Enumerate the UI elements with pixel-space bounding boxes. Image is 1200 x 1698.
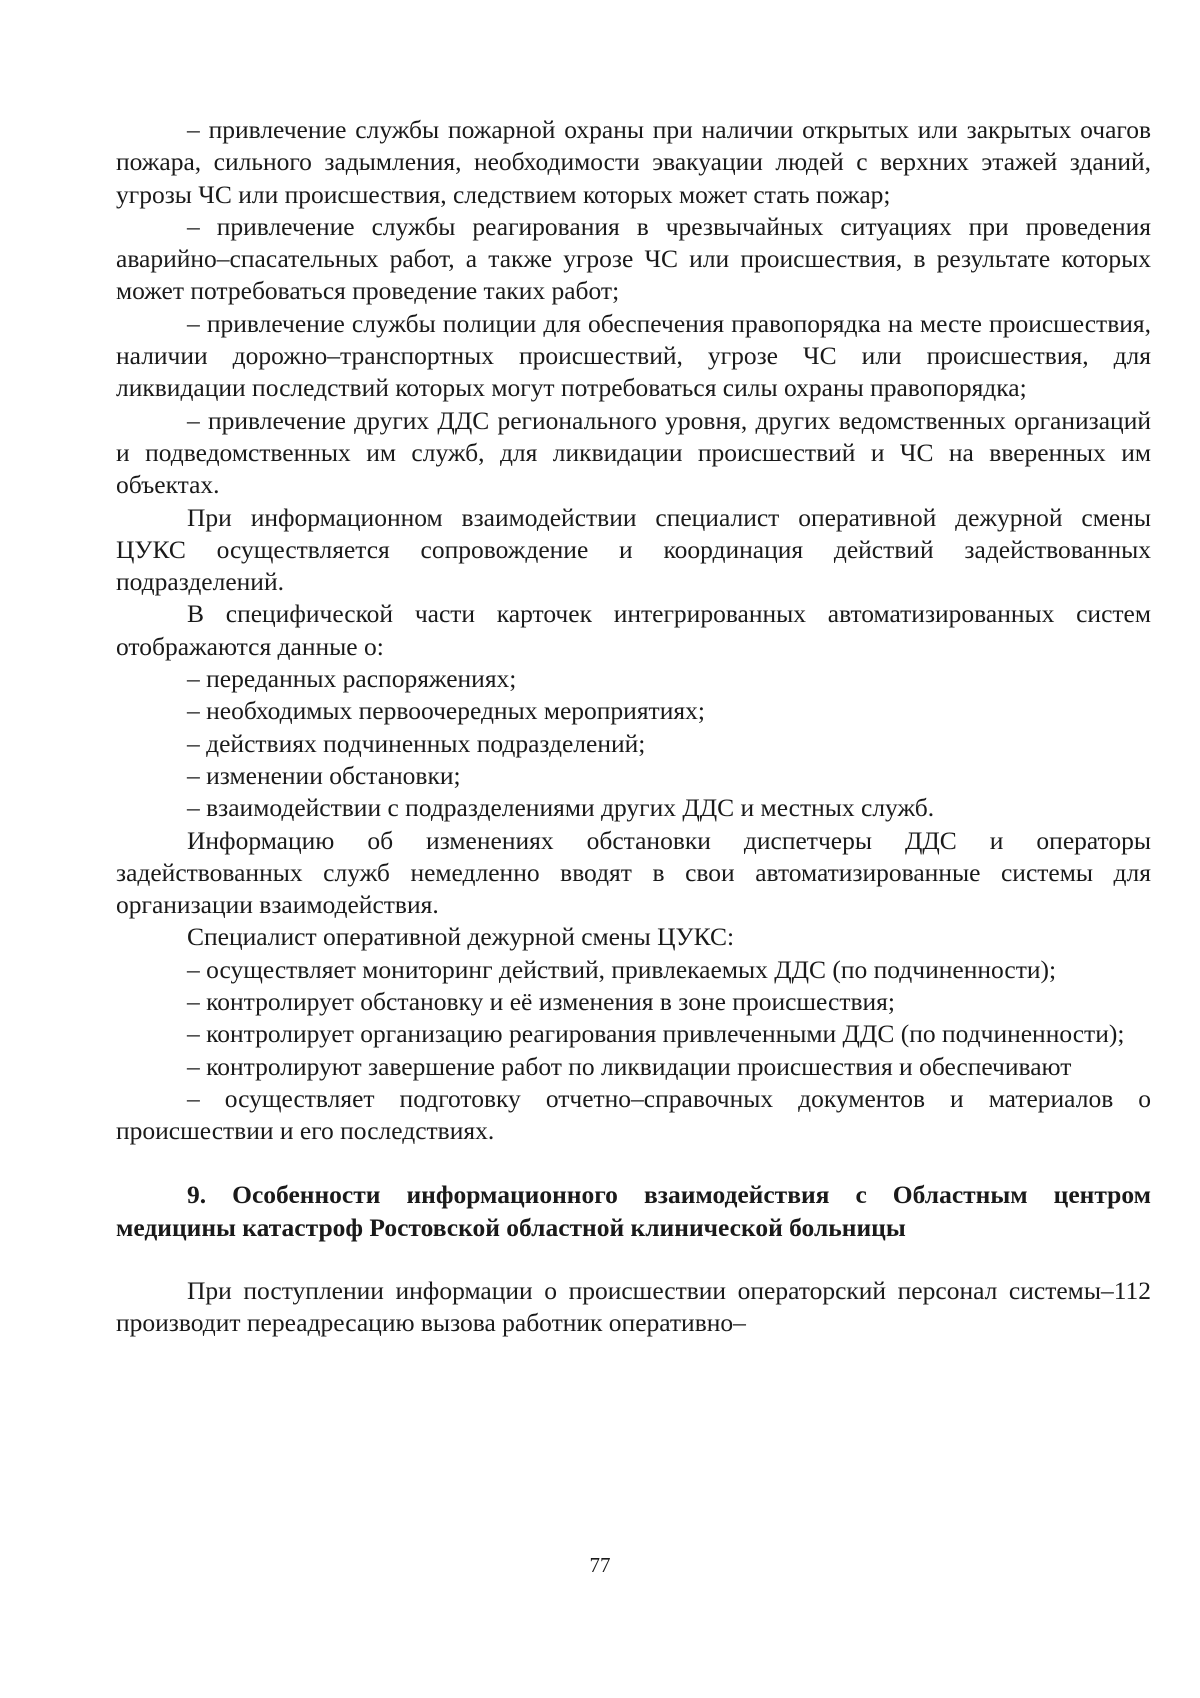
paragraph-situation-updates: Информацию об изменениях обстановки диспетчеры ДДС и операторы задействованных служб немедленно вводят в свои автоматизированные системы для организации взаимодействия. [116, 825, 1151, 920]
page-number: 77 [589, 1553, 611, 1577]
list-item-subordinate-actions: – действиях подчиненных подразделений; [187, 728, 646, 758]
paragraph-specialist-intro: Специалист оперативной дежурной смены ЦУКС: [187, 922, 735, 952]
section-heading: 9. Особенности информационного взаимодействия с Областным центром медицины катастроф Ростовской областной клинической больницы [116, 1179, 1151, 1242]
page-body [116, 114, 1151, 1339]
list-item-priority-measures: – необходимых первоочередных мероприятиях; [187, 696, 705, 726]
list-item-monitoring: – осуществляет мониторинг действий, привлекаемых ДДС (по подчиненности); [187, 954, 1057, 984]
list-item-interaction: – взаимодействии с подразделениями других ДДС и местных служб. [187, 793, 935, 823]
list-item-control-response: – контролирует организацию реагирования привлеченными ДДС (по подчиненности); [187, 1019, 1125, 1049]
list-item-situation-change: – изменении обстановки; [187, 760, 461, 790]
paragraph-after-heading: При поступлении информации о происшествии операторский персонал системы–112 производит переадресацию вызова работник оперативно– [116, 1275, 1151, 1337]
paragraph-card-specific-part: В специфической части карточек интегрированных автоматизированных систем отображаются данные о: [116, 599, 1151, 661]
list-item-control-completion: – контролируют завершение работ по ликвидации происшествия и обеспечивают [187, 1051, 1072, 1081]
paragraph-fire-service: – привлечение службы пожарной охраны при наличии открытых или закрытых очагов пожара, сильного задымления, необходимости эвакуации людей с верхних этажей зданий, угрозы ЧС или происшествия, следствием которых может стать пожар; [116, 115, 1151, 209]
list-item-orders: – переданных распоряжениях; [187, 664, 517, 694]
paragraph-emergency-service: – привлечение службы реагирования в чрезвычайных ситуациях при проведения аварийно–спасательных работ, а также угрозе ЧС или происшествия, в результате которых может потребоваться проведение таких работ; [116, 211, 1151, 306]
paragraph-police-service: – привлечение службы полиции для обеспечения правопорядка на месте происшествия, наличии дорожно–транспортных происшествий, угрозе ЧС или происшествия, для ликвидации последствий которых могут потребоваться силы охраны правопорядка; [116, 308, 1151, 403]
paragraph-information-interaction: При информационном взаимодействии специалист оперативной дежурной смены ЦУКС осуществляется сопровождение и координация действий задействованных подразделений. [116, 502, 1151, 597]
list-item-reporting: – осуществляет подготовку отчетно–справочных документов и материалов о происшествии и его последствиях. [116, 1083, 1151, 1146]
list-item-control-situation: – контролирует обстановку и её изменения в зоне происшествия; [187, 987, 895, 1017]
paragraph-other-dds: – привлечение других ДДС регионального уровня, других ведомственных организаций и подведомственных им служб, для ликвидации происшествий и ЧС на вверенных им объектах. [116, 405, 1151, 500]
